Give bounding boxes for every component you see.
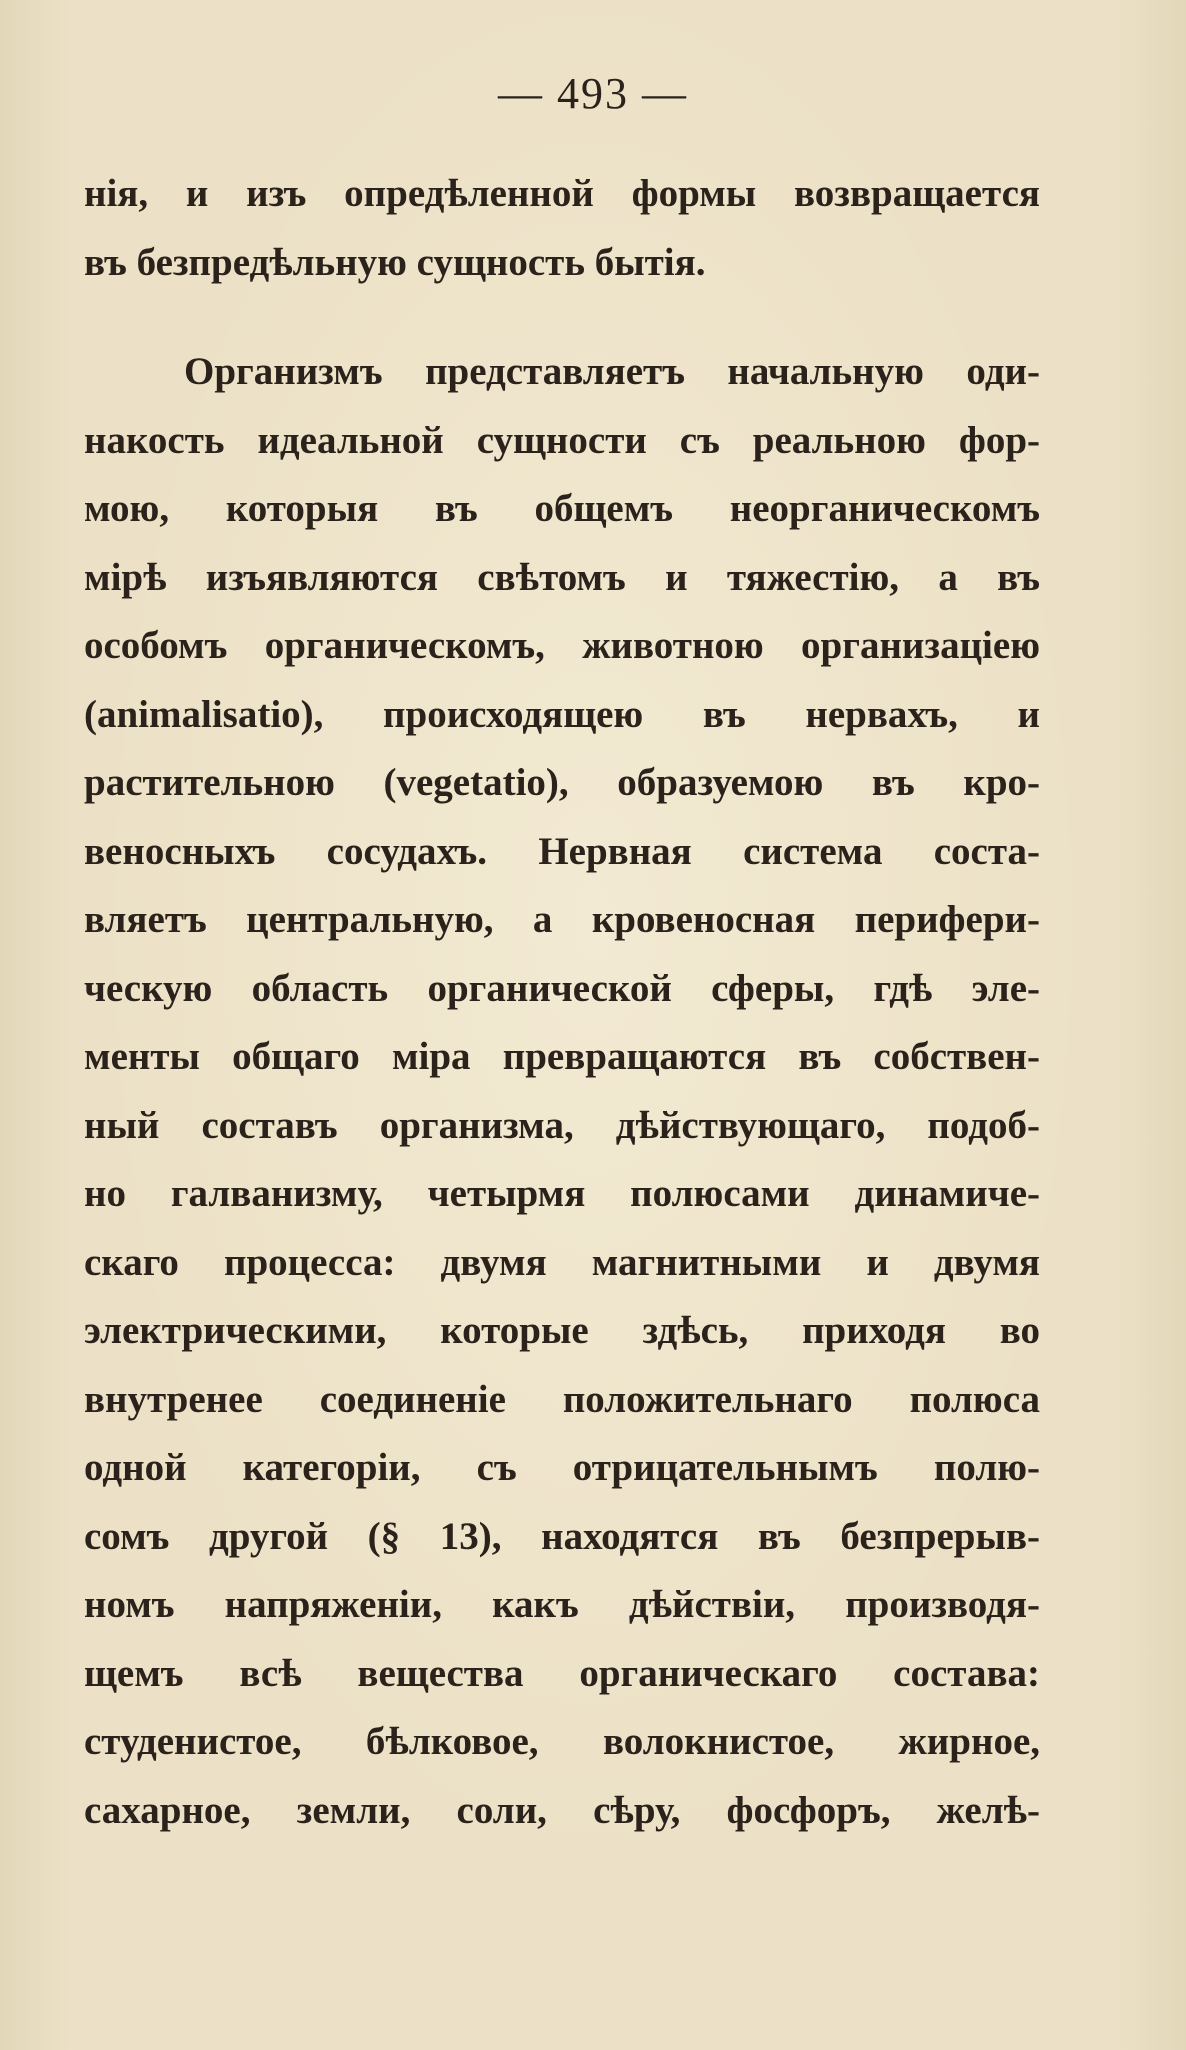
text-line: одной категоріи, съ отрицательнымъ полю-	[84, 1446, 1040, 1489]
text-line: студенистое, бѣлковое, волокнистое, жирное,	[84, 1720, 1040, 1763]
text-line: накость идеальной сущности съ реальною фор-	[84, 418, 1040, 462]
text-line: но галванизму, четырмя полюсами динамиче-	[84, 1172, 1040, 1215]
text-line: менты общаго міра превращаются въ собствен-	[84, 1035, 1040, 1078]
text-line: щемъ всѣ вещества органическаго состава:	[84, 1651, 1040, 1695]
text-line: ческую область органической сферы, гдѣ эле-	[84, 966, 1040, 1010]
text-line: вляетъ центральную, а кровеносная перифери-	[84, 898, 1040, 941]
text-line: особомъ органическомъ, животною организаціею	[84, 624, 1040, 667]
text-line: (animalisatio), происходящею въ нервахъ, и	[84, 692, 1040, 736]
text-line: электрическими, которые здѣсь, приходя во	[84, 1309, 1040, 1352]
text-line: нія, и изъ опредѣленной формы возвращается	[84, 172, 1040, 215]
text-line: сахарное, земли, соли, сѣру, фосфоръ, желѣ-	[84, 1788, 1040, 1832]
text-line: номъ напряженіи, какъ дѣйствіи, производя-	[84, 1583, 1040, 1626]
page-number-header: — 493 —	[498, 69, 688, 118]
text-line: скаго процесса: двумя магнитными и двумя	[84, 1240, 1040, 1284]
text-line: сомъ другой (§ 13), находятся въ безпрерыв-	[84, 1514, 1040, 1558]
text-line: мірѣ изъявляются свѣтомъ и тяжестію, а въ	[84, 555, 1040, 599]
text-line: ный составъ организма, дѣйствующаго, подоб-	[84, 1103, 1040, 1147]
text-line: въ безпредѣльную сущность бытія.	[84, 240, 706, 284]
continuation-text	[84, 160, 1040, 297]
text-line: растительною (vegetatio), образуемою въ кро-	[84, 761, 1040, 804]
text-line: мою, которыя въ общемъ неорганическомъ	[84, 487, 1040, 530]
text-line: внутренее соединеніе положительнаго полюса	[84, 1377, 1040, 1421]
main-paragraph	[84, 338, 1040, 1845]
text-line: Организмъ представляетъ начальную оди-	[184, 350, 1040, 393]
text-line: веносныхъ сосудахъ. Нервная система соста-	[84, 829, 1040, 873]
